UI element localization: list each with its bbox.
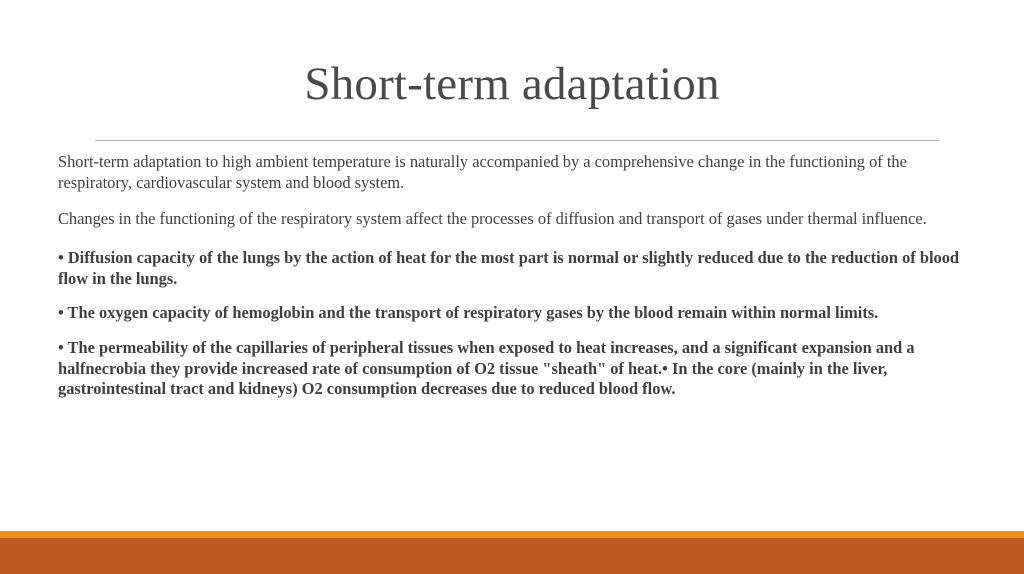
bullet-item-1: • Diffusion capacity of the lungs by the action of heat for the most part is normal or slightly reduced due to the reduction of blood flow in the lungs. (58, 248, 960, 288)
slide-body (58, 152, 963, 414)
footer-accent-stripe (0, 531, 1024, 538)
bullet-item-2: • The oxygen capacity of hemoglobin and the transport of respiratory gases by the blood remain within normal limits. (58, 303, 879, 323)
footer-band (0, 538, 1024, 574)
bullet-item-3: • The permeability of the capillaries of peripheral tissues when exposed to heat increases, and a significant expansion and a halfnecrobia they provide increased rate of consumption of O2 tissue "sheath" of heat.• In the core (mainly in the liver, gastrointestinal tract and kidneys) O2 consumption decreases due to reduced blood flow. (58, 338, 915, 399)
body-paragraph-1: Short-term adaptation to high ambient temperature is naturally accompanied by a comprehensive change in the functioning of the respiratory, cardiovascular system and blood system. (58, 152, 907, 192)
body-paragraph-2: Changes in the functioning of the respiratory system affect the processes of diffusion and transport of gases under thermal influence. (58, 209, 927, 229)
title-divider (95, 140, 940, 141)
page-title: Short-term adaptation (304, 58, 720, 110)
